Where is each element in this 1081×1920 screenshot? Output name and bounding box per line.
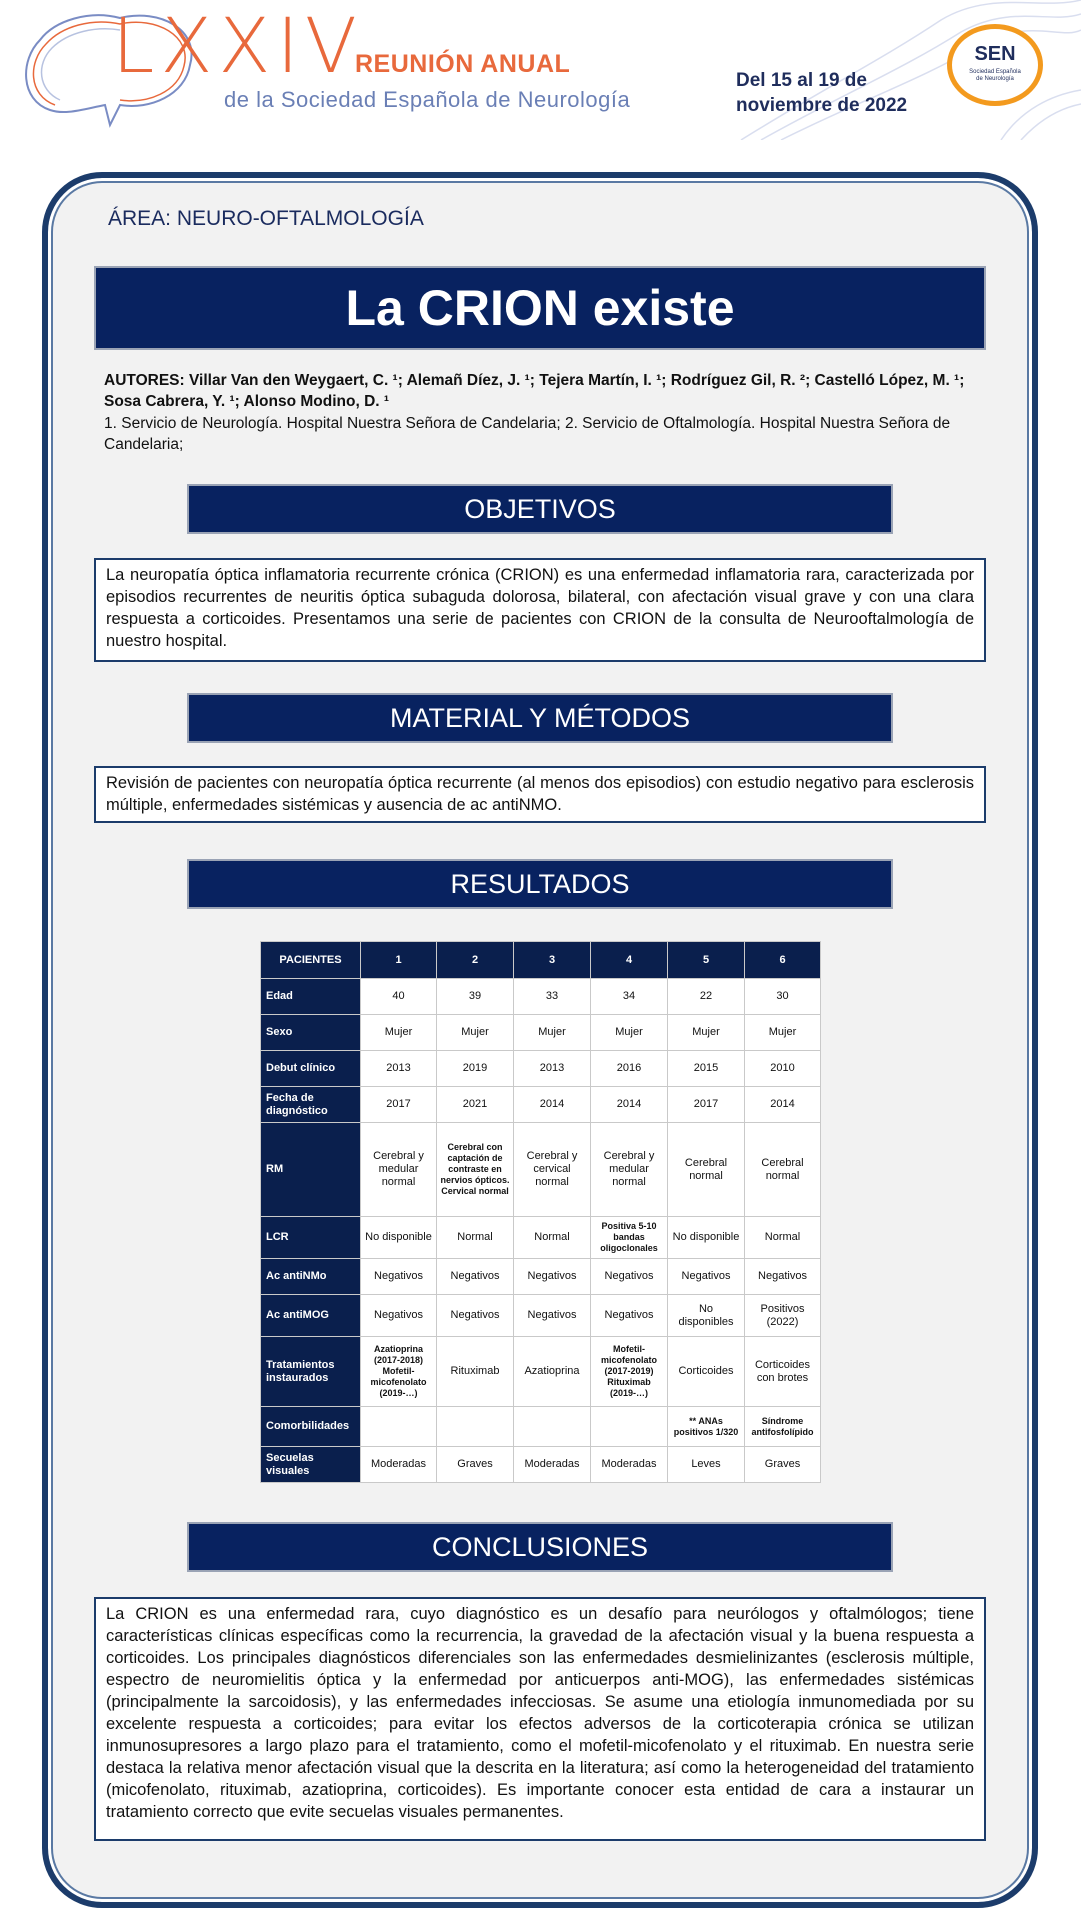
conclusiones-heading: CONCLUSIONES [187,1522,893,1572]
table-cell: Leves [668,1447,745,1483]
row-label: RM [261,1123,361,1217]
results-table [260,941,821,1483]
resultados-heading: RESULTADOS [187,859,893,909]
table-cell: Negativos [361,1259,437,1295]
table-row [261,1217,821,1259]
table-cell: Negativos [437,1259,514,1295]
table-cell: Positivos (2022) [745,1295,821,1337]
table-cell: 34 [591,979,668,1015]
table-cell: Corticoides con brotes [745,1337,821,1407]
dates-line-2: noviembre de 2022 [736,95,908,116]
table-cell [437,1407,514,1447]
header-cell: 5 [668,942,745,979]
table-cell: Mofetil-micofenolato (2017-2019) Rituximab (2019-…) [591,1337,668,1407]
page-header [0,0,1081,160]
row-label: Debut clínico [261,1051,361,1087]
table-cell: Negativos [745,1259,821,1295]
table-cell: 2013 [514,1051,591,1087]
table-cell: Azatioprina (2017-2018) Mofetil-micofenolato (2019-…) [361,1337,437,1407]
table-cell: No disponible [668,1217,745,1259]
table-row [261,1051,821,1087]
authors [104,370,978,412]
table-cell: Cerebral normal [668,1123,745,1217]
table-cell: 33 [514,979,591,1015]
table-cell: Moderadas [361,1447,437,1483]
table-cell: Graves [745,1447,821,1483]
table-cell: Mujer [668,1015,745,1051]
sen-logo-text: SEN [974,43,1016,65]
table-cell: Cerebral normal [745,1123,821,1217]
table-cell: 2016 [591,1051,668,1087]
table-cell: Mujer [361,1015,437,1051]
table-cell: Negativos [591,1295,668,1337]
table-cell: Mujer [591,1015,668,1051]
row-label: Tratamientos instaurados [261,1337,361,1407]
table-cell: Corticoides [668,1337,745,1407]
table-cell: 40 [361,979,437,1015]
table-cell: Negativos [361,1295,437,1337]
table-cell: Moderadas [514,1447,591,1483]
table-cell: Cerebral con captación de contraste en nervios ópticos. Cervical normal [437,1123,514,1217]
table-cell: No disponibles [668,1295,745,1337]
row-label: Ac antiMOG [261,1295,361,1337]
header-cell: 6 [745,942,821,979]
event-dates [736,68,907,118]
table-cell: 2014 [514,1087,591,1123]
table-cell: 22 [668,979,745,1015]
table-cell: Moderadas [591,1447,668,1483]
table-cell: Azatioprina [514,1337,591,1407]
table-cell: Normal [745,1217,821,1259]
row-label: Fecha de diagnóstico [261,1087,361,1123]
table-cell: 2017 [668,1087,745,1123]
area-label: ÁREA: NEURO-OFTALMOLOGÍA [108,207,424,230]
table-cell: Negativos [668,1259,745,1295]
metodos-heading: MATERIAL Y MÉTODOS [187,693,893,743]
table-cell: ** ANAs positivos 1/320 [668,1407,745,1447]
affiliations: 1. Servicio de Neurología. Hospital Nuestra Señora de Candelaria; 2. Servicio de Oftalmología. Hospital Nuestra Señora de Candelaria; [104,415,951,453]
table-row [261,1015,821,1051]
table-row [261,1123,821,1217]
authors-line-2: Sosa Cabrera, Y. ¹; Alonso Modino, D. ¹ [104,393,390,410]
header-cell: 2 [437,942,514,979]
table-cell: No disponible [361,1217,437,1259]
table-row [261,979,821,1015]
sen-logo [947,24,1043,106]
header-cell: 3 [514,942,591,979]
row-label: LCR [261,1217,361,1259]
header-cell: 4 [591,942,668,979]
row-label: Ac antiNMo [261,1259,361,1295]
row-label: Sexo [261,1015,361,1051]
table-cell: 2013 [361,1051,437,1087]
table-cell: 2010 [745,1051,821,1087]
table-cell: Positiva 5-10 bandas oligoclonales [591,1217,668,1259]
table-cell: 30 [745,979,821,1015]
society-name: de la Sociedad Española de Neurología [224,87,631,112]
table-cell: 2014 [591,1087,668,1123]
table-cell: Rituximab [437,1337,514,1407]
table-cell: 2017 [361,1087,437,1123]
table-cell: Negativos [591,1259,668,1295]
objetivos-heading: OBJETIVOS [187,484,893,534]
row-label: Edad [261,979,361,1015]
table-cell: 2014 [745,1087,821,1123]
table-cell: Graves [437,1447,514,1483]
header-cell: 1 [361,942,437,979]
objetivos-text: La neuropatía óptica inflamatoria recurrente crónica (CRION) es una enfermedad inflamatoria rara, caracterizada por episodios recurrentes de neuritis óptica subaguda dolorosa, bilateral, con afectación visual grave y con una clara respuesta a corticoides. Presentamos una serie de pacientes con CRION de la consulta de Neurooftalmología de nuestro hospital. [94,558,986,662]
table-row [261,1447,821,1483]
table-cell: Negativos [514,1259,591,1295]
table-cell [361,1407,437,1447]
metodos-text: Revisión de pacientes con neuropatía óptica recurrente (al menos dos episodios) con estudio negativo para esclerosis múltiple, enfermedades sistémicas y ausencia de ac antiNMO. [94,766,986,823]
table-cell: Mujer [745,1015,821,1051]
table-cell: Cerebral y medular normal [361,1123,437,1217]
table-cell: 39 [437,979,514,1015]
row-label: Comorbilidades [261,1407,361,1447]
table-row [261,1337,821,1407]
table-cell: 2019 [437,1051,514,1087]
table-cell: 2015 [668,1051,745,1087]
table-row [261,1259,821,1295]
table-cell: Cerebral y medular normal [591,1123,668,1217]
table-row [261,1407,821,1447]
meeting-name: REUNIÓN ANUAL [355,50,571,78]
sen-logo-subtitle: Sociedad Española de Neurología [969,69,1021,82]
table-header-row [261,942,821,979]
table-cell: 2021 [437,1087,514,1123]
table-cell: Normal [437,1217,514,1259]
authors-line-1: AUTORES: Villar Van den Weygaert, C. ¹; Alemañ Díez, J. ¹; Tejera Martín, I. ¹; Rodríguez Gil, R. ²; Castelló López, M. ¹; [104,372,965,389]
table-row [261,1295,821,1337]
table-cell [514,1407,591,1447]
header-cell: PACIENTES [261,942,361,979]
table-cell [591,1407,668,1447]
edition-number: LXXIV [112,1,363,90]
table-row [261,1087,821,1123]
table-cell: Cerebral y cervical normal [514,1123,591,1217]
title-banner [94,266,986,350]
table-cell: Mujer [437,1015,514,1051]
table-cell: Negativos [514,1295,591,1337]
table-cell: Normal [514,1217,591,1259]
table-cell: Mujer [514,1015,591,1051]
row-label: Secuelas visuales [261,1447,361,1483]
table-cell: Negativos [437,1295,514,1337]
table-cell: Síndrome antifosfolípido [745,1407,821,1447]
conclusiones-text: La CRION es una enfermedad rara, cuyo diagnóstico es un desafío para neurólogos y oftalmólogos; tiene características clínicas específicas como la recurrencia, la gravedad de la afectación visual y la buena respuesta a corticoides. Los principales diagnósticos diferenciales son las enfermedades desmielinizantes (esclerosis múltiple, espectro de neuromielitis óptica y la enfermedad por anticuerpos anti-MOG), las enfermedades sistémicas (principalmente la sarcoidosis), y las enfermedades infecciosas. Se asume una etiología inmunomediada por su excelente respuesta a corticoides; para evitar los efectos adversos de la corticoterapia crónica se utilizan inmunosupresores a largo plazo para el tratamiento, como el mofetil-micofenolato y el rituximab. En nuestra serie destaca la relativa menor afectación visual que la descrita en la literatura; así como la heterogeneidad del tratamiento (micofenolato, rituximab, azatioprina, corticoides). Es importante conocer esta entidad de cara a instaurar un tratamiento correcto que evite secuelas visuales permanentes. [94,1597,986,1841]
dates-line-1: Del 15 al 19 de [736,70,867,91]
poster-title: La CRION existe [345,280,735,336]
